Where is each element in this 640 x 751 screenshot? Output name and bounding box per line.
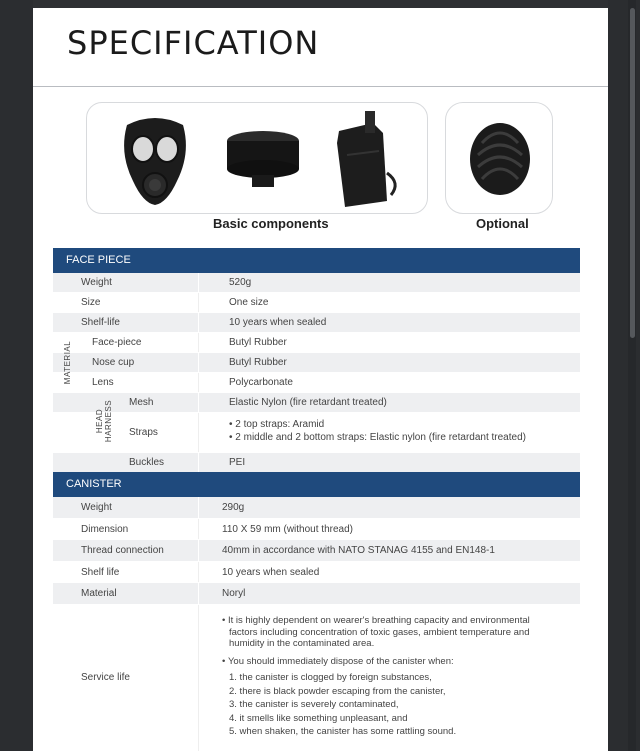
row-value-line: • 2 middle and 2 bottom straps: Elastic nylon (fire retardant treated) bbox=[229, 432, 526, 443]
table-row bbox=[53, 540, 580, 562]
table-row bbox=[53, 497, 580, 519]
service-life-text bbox=[222, 615, 530, 738]
row-label: Dimension bbox=[81, 524, 129, 535]
table-row bbox=[53, 393, 580, 413]
optional-illustration bbox=[446, 103, 554, 215]
list-item: 2. there is black powder escaping from the canister, bbox=[229, 685, 446, 697]
row-value: Butyl Rubber bbox=[229, 357, 287, 368]
row-label: Size bbox=[81, 297, 101, 308]
bullet-line: • It is highly dependent on wearer's breathing capacity and environmental bbox=[222, 615, 530, 626]
components-illustration bbox=[87, 103, 429, 215]
left-frame bbox=[0, 0, 33, 751]
face-piece-header: FACE PIECE bbox=[53, 248, 580, 273]
basic-components-label: Basic components bbox=[213, 216, 329, 231]
table-row bbox=[53, 373, 580, 393]
list-item: 4. it smells like something unpleasant, and bbox=[229, 712, 408, 724]
head-harness-group-label: HEAD HARNESS bbox=[95, 399, 113, 443]
row-label: Material bbox=[81, 588, 117, 599]
row-label: Weight bbox=[81, 277, 112, 288]
table-row bbox=[53, 562, 580, 583]
row-value-line: • 2 top straps: Aramid bbox=[229, 419, 325, 430]
row-label: Mesh bbox=[129, 397, 154, 408]
canister-header: CANISTER bbox=[53, 472, 580, 497]
row-value: PEI bbox=[229, 457, 246, 468]
basic-components-image bbox=[86, 102, 428, 214]
table-row bbox=[53, 353, 580, 373]
table-row bbox=[53, 583, 580, 605]
list-item: 5. when shaken, the canister has some rattling sound. bbox=[229, 726, 457, 737]
row-value: Noryl bbox=[222, 588, 246, 599]
row-value: Polycarbonate bbox=[229, 377, 293, 388]
table-row bbox=[53, 413, 580, 453]
table-row bbox=[53, 333, 580, 353]
row-label: Buckles bbox=[129, 457, 165, 468]
table-row bbox=[53, 519, 580, 540]
scrollbar-thumb[interactable] bbox=[630, 8, 635, 338]
row-value: 10 years when sealed bbox=[229, 317, 327, 328]
page-title: SPECIFICATION bbox=[67, 24, 320, 62]
row-label: Lens bbox=[92, 377, 114, 388]
bullet-line: humidity in the contaminated area. bbox=[229, 638, 375, 649]
list-item: 3. the canister is severely contaminated, bbox=[229, 699, 399, 710]
spec-page bbox=[33, 8, 608, 751]
table-row bbox=[53, 273, 580, 293]
row-label: Straps bbox=[129, 427, 158, 438]
row-value: 290g bbox=[222, 502, 245, 513]
bullet-line: • You should immediately dispose of the canister when: bbox=[222, 655, 454, 667]
row-label: Service life bbox=[81, 672, 130, 683]
row-label: Nose cup bbox=[92, 357, 135, 368]
row-value: 110 X 59 mm (without thread) bbox=[222, 524, 353, 535]
row-value: 40mm in accordance with NATO STANAG 4155 and EN148-1 bbox=[222, 545, 495, 556]
title-divider bbox=[33, 86, 608, 87]
service-life-row bbox=[53, 605, 580, 751]
row-label: Shelf life bbox=[81, 567, 120, 578]
table-row bbox=[53, 313, 580, 333]
row-value: Butyl Rubber bbox=[229, 337, 287, 348]
table-row bbox=[53, 293, 580, 313]
table-row bbox=[53, 453, 580, 473]
optional-label: Optional bbox=[476, 216, 529, 231]
row-value: 10 years when sealed bbox=[222, 567, 320, 578]
voice-emitter-icon bbox=[470, 123, 530, 195]
row-value: One size bbox=[229, 297, 269, 308]
canister-icon bbox=[227, 131, 299, 187]
row-label: Shelf-life bbox=[81, 317, 120, 328]
optional-component-image bbox=[445, 102, 553, 214]
row-label: Face-piece bbox=[92, 337, 142, 348]
row-value: 520g bbox=[229, 277, 252, 288]
bullet-line: factors including concentration of toxic gases, ambient temperature and bbox=[229, 626, 530, 638]
row-label: Thread connection bbox=[81, 545, 164, 556]
row-value: Elastic Nylon (fire retardant treated) bbox=[229, 397, 387, 408]
gas-mask-icon bbox=[124, 118, 186, 205]
material-group-label: MATERIAL bbox=[63, 340, 73, 385]
list-item: 1. the canister is clogged by foreign substances, bbox=[229, 672, 432, 683]
row-label: Weight bbox=[81, 502, 112, 513]
carrying-bag-icon bbox=[337, 111, 395, 207]
